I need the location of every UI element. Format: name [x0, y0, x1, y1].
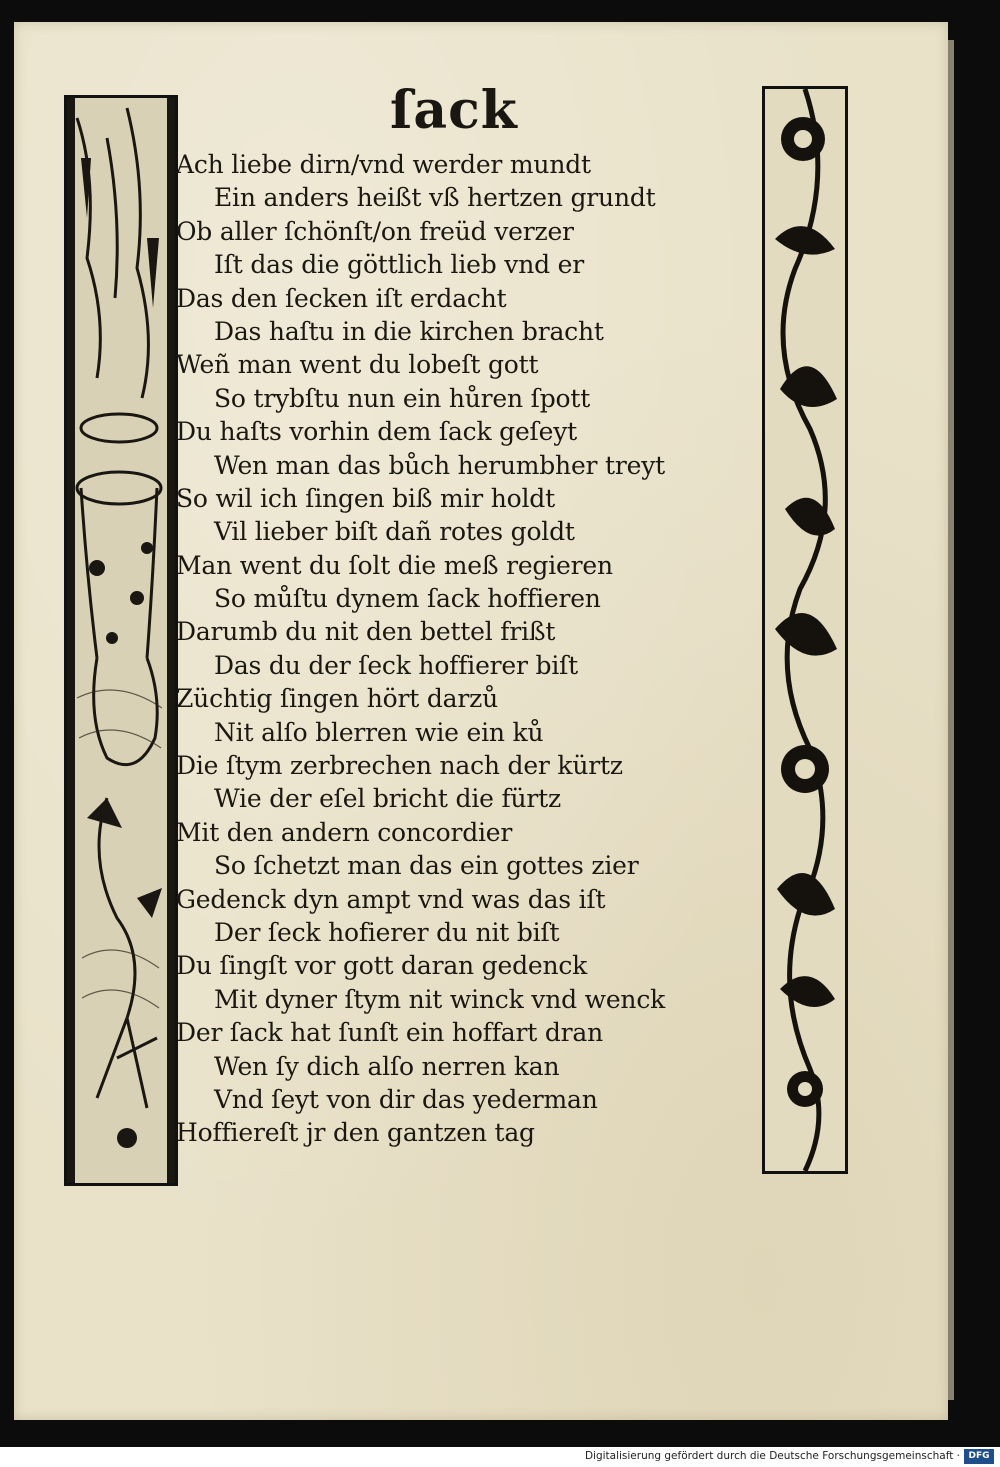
verse-line: Ach liebe dirn/vnd werder mundt — [176, 150, 591, 179]
woodcut-border-right — [762, 86, 848, 1174]
footer-bar — [0, 1447, 1000, 1467]
floral-vine-ornament — [765, 89, 845, 1171]
verse-line: Hoffiereſt jr den gantzen tag — [176, 1118, 535, 1148]
verse-line: Der ſeck hofierer du nit biſt — [214, 917, 560, 947]
verse-line: So ſchetzt man das ein gottes zier — [214, 851, 639, 881]
verse-line: Wen man das bůch herumbher treyt — [214, 450, 666, 480]
verse-line: Ob aller ſchönſt/on freüd verzer — [176, 216, 574, 246]
verse-line: Man went du ſolt die meß regieren — [176, 550, 613, 580]
verse-line: Wen ſy dich alſo nerren kan — [214, 1051, 560, 1081]
verse-line: Darumb du nit den bettel frißt — [176, 617, 556, 647]
verse-line: Das du der ſeck hoffierer biſt — [214, 650, 579, 680]
verse-text — [176, 148, 756, 1150]
verse-line: Ein anders heißt vß hertzen grundt — [214, 183, 656, 213]
woodcut-figure-illustration — [67, 98, 175, 1183]
verse-line: Das haſtu in die kirchen bracht — [214, 316, 604, 346]
verse-line: Weñ man went du lobeſt gott — [176, 350, 539, 380]
verse-line: Mit dyner ſtym nit winck vnd wenck — [214, 984, 666, 1014]
verse-line: Züchtig ſingen hört darzů — [176, 684, 498, 714]
verse-line: Nit alſo blerren wie ein ků — [214, 717, 544, 747]
verse-line: Du haſts vorhin dem ſack geſeyt — [176, 417, 577, 447]
verse-line: Der ſack hat ſunſt ein hoffart dran — [176, 1018, 603, 1048]
verse-line: So trybſtu nun ein hůren ſpott — [214, 383, 591, 413]
woodcut-border-left — [64, 95, 178, 1186]
verse-line: Das den ſecken iſt erdacht — [176, 283, 507, 313]
verse-line: So můſtu dynem ſack hoffieren — [214, 584, 601, 614]
verse-line: Gedenck dyn ampt vnd was das iſt — [176, 884, 606, 914]
verse-line: Vil lieber biſt dañ rotes goldt — [214, 517, 575, 547]
verse-line: Mit den andern concordier — [176, 817, 513, 847]
page-edge — [948, 40, 954, 1400]
verse-line: Du ſingſt vor gott daran gedenck — [176, 951, 588, 981]
page-title: ſack — [390, 80, 518, 141]
verse-line: Vnd ſeyt von dir das yederman — [214, 1084, 598, 1114]
verse-line: Iſt das die göttlich lieb vnd er — [214, 250, 584, 280]
dfg-logo: DFG — [964, 1449, 994, 1464]
funding-credit: Digitalisierung gefördert durch die Deutsche Forschungsgemeinschaft · — [584, 1450, 960, 1462]
verse-line: Wie der eſel bricht die fürtz — [214, 784, 561, 814]
verse-line: So wil ich ſingen biß mir holdt — [176, 483, 555, 513]
verse-line: Die ſtym zerbrechen nach der kürtz — [176, 751, 623, 781]
